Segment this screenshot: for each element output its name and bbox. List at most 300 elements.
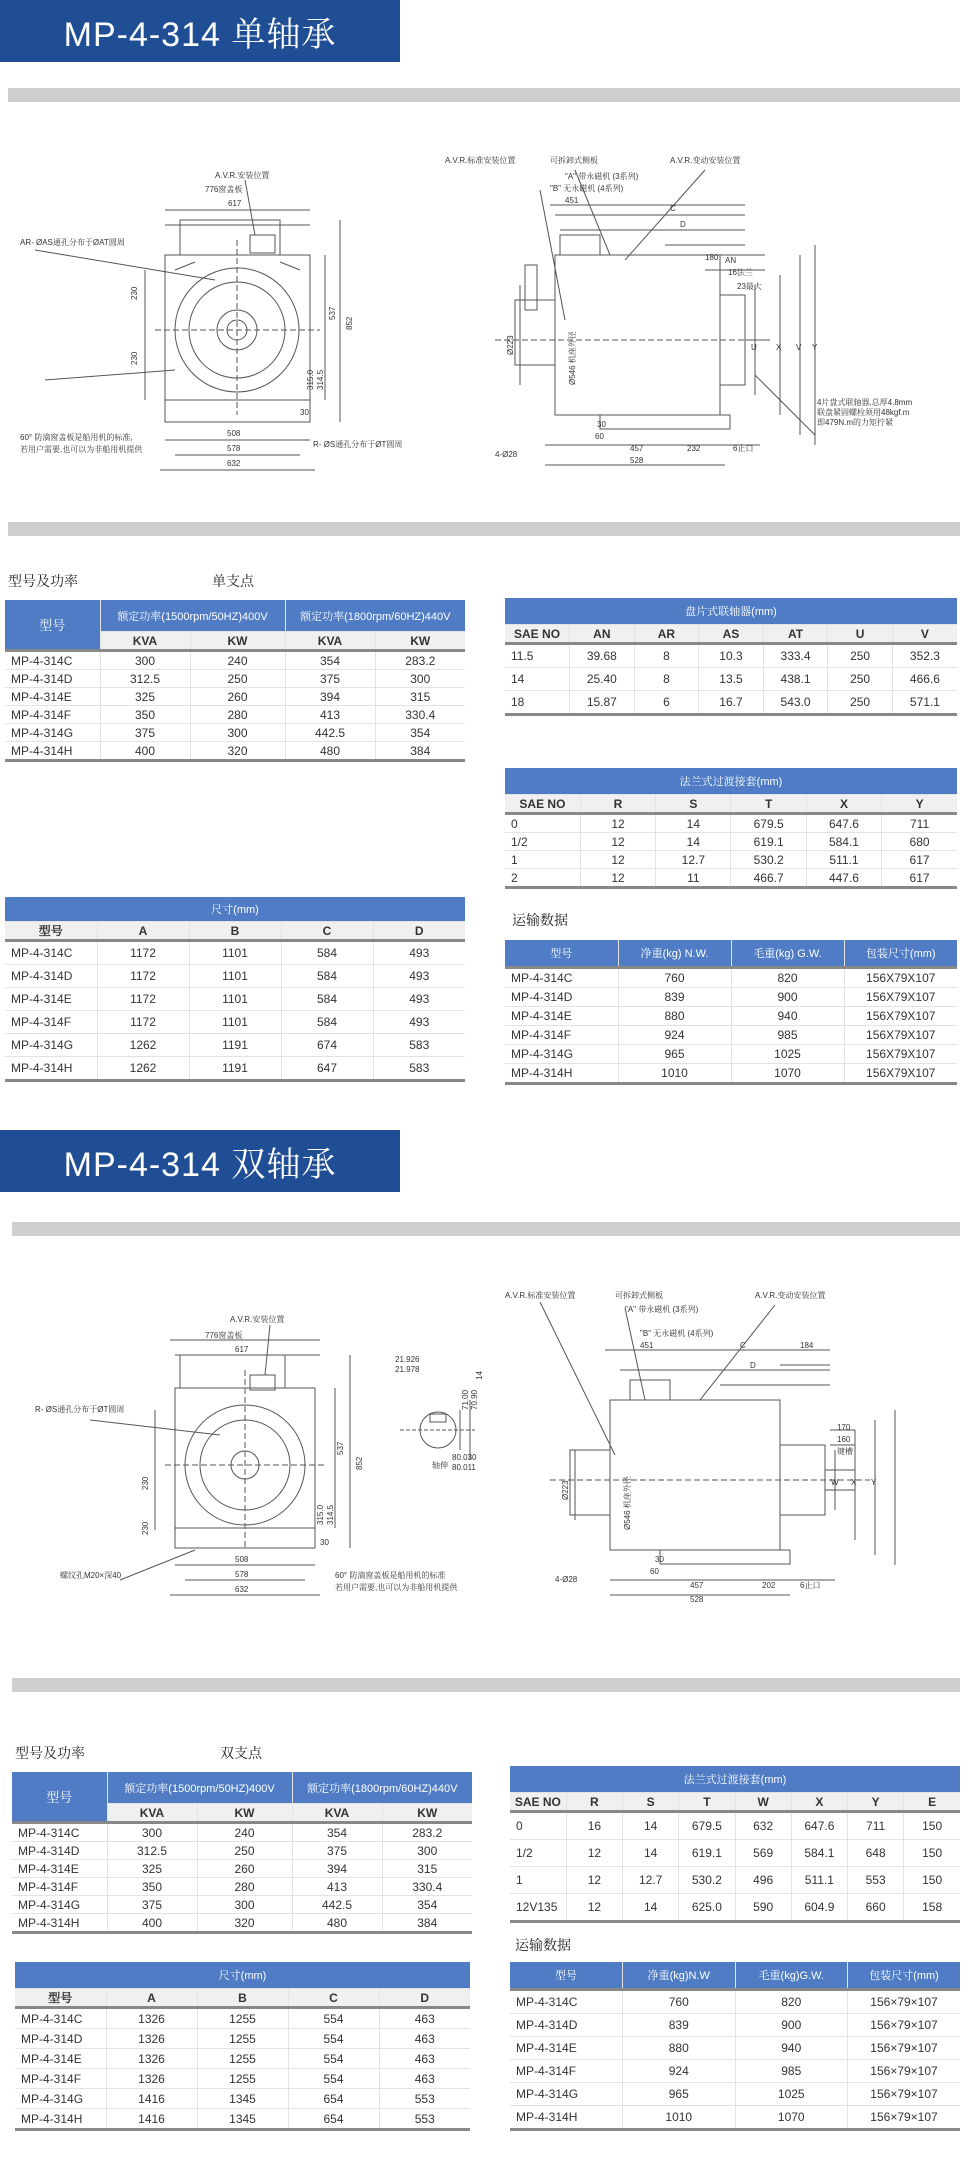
column-header: S: [656, 795, 731, 814]
table-cell: 375: [107, 1896, 197, 1914]
table-cell: 820: [735, 1990, 848, 2014]
unit: KVA: [107, 1804, 197, 1823]
table-cell: 553: [379, 2109, 470, 2130]
column-header: B: [189, 922, 281, 941]
table-cell: 352.3: [892, 644, 957, 668]
transport-table-single: [505, 940, 957, 1085]
side-view-drawing-double: [500, 1280, 950, 1620]
table-row: [505, 691, 957, 715]
table-cell: 447.6: [806, 869, 881, 888]
table-title: 盘片式联轴器(mm): [505, 598, 957, 625]
table-cell: 250: [197, 1842, 292, 1860]
table-cell: 940: [731, 1007, 844, 1026]
d2-184: 184: [800, 1341, 814, 1350]
table-row: [505, 644, 957, 668]
table-cell: 1326: [106, 2029, 197, 2049]
table-body: [5, 651, 465, 761]
table-cell: MP-4-314F: [5, 1011, 97, 1034]
d1-852: 852: [345, 316, 354, 330]
section1-title: MP-4-314 单轴承: [0, 0, 400, 62]
table-title: 法兰式过渡接套(mm): [505, 768, 957, 795]
table-cell: 1345: [197, 2089, 288, 2109]
table-cell: 1101: [189, 988, 281, 1011]
column-header: 净重(kg)N.W: [623, 1962, 736, 1990]
d1-note60: 60° 防滴窗盖板是船用机的标准,: [20, 433, 133, 442]
d1-632: 632: [227, 459, 241, 468]
d2-230b: 230: [141, 1521, 150, 1535]
table-cell: 554: [288, 2029, 379, 2049]
d2-528: 528: [690, 1595, 704, 1604]
d2-d: D: [750, 1361, 756, 1370]
table-cell: MP-4-314F: [15, 2069, 106, 2089]
table-cell: 1: [510, 1867, 566, 1894]
table-cell: 14: [656, 814, 731, 833]
d2-cover: 776窗盖板: [205, 1331, 243, 1340]
table-cell: 1172: [97, 941, 189, 965]
col-60hz: 额定功率(1800rpm/60HZ)440V: [285, 600, 465, 632]
table-cell: 1010: [618, 1064, 731, 1084]
divider: [8, 88, 960, 102]
table-cell: MP-4-314F: [12, 1878, 107, 1896]
table-cell: 6: [634, 691, 699, 715]
table-cell: 985: [735, 2060, 848, 2083]
table-body: [510, 1990, 960, 2130]
table-body: [505, 644, 957, 715]
table-header-row: [505, 940, 957, 968]
table-cell: 924: [623, 2060, 736, 2083]
table-cell: 11: [656, 869, 731, 888]
table-cell: 1326: [106, 2069, 197, 2089]
d1-30: 30: [300, 408, 309, 417]
table-cell: 1262: [97, 1034, 189, 1057]
table-row: [12, 1860, 472, 1878]
d2-c: C: [740, 1341, 746, 1350]
table-cell: 14: [656, 833, 731, 851]
table-cell: 584.1: [791, 1840, 847, 1867]
table-cell: MP-4-314H: [15, 2109, 106, 2130]
table-cell: MP-4-314G: [12, 1896, 107, 1914]
table-row: [5, 1034, 465, 1057]
table-cell: 463: [379, 2008, 470, 2029]
table-cell: 250: [828, 668, 893, 691]
divider: [12, 1678, 960, 1692]
d2-shaft-key: 轴伸: [432, 1461, 448, 1470]
d1-23: 23最大: [737, 282, 762, 291]
table-cell: 260: [190, 688, 285, 706]
flange-table-double: [510, 1766, 960, 1923]
d2-shaft-a: 21.926: [395, 1355, 420, 1364]
column-header: AS: [699, 625, 764, 644]
table-cell: 394: [292, 1860, 382, 1878]
d2-60: 60: [650, 1567, 659, 1576]
label-transport: 运输数据: [515, 1937, 571, 1953]
table-row: [510, 1812, 960, 1840]
col-50hz: 额定功率(1500rpm/50HZ)400V: [100, 600, 285, 632]
table-body: [15, 2008, 470, 2130]
table-cell: 8: [634, 668, 699, 691]
table-cell: 660: [848, 1894, 904, 1922]
d2-578: 578: [235, 1570, 249, 1579]
d1-avr-alt: A.V.R.变动安装位置: [670, 156, 741, 165]
table-cell: 280: [197, 1878, 292, 1896]
table-cell: 8: [634, 644, 699, 668]
table-cell: 463: [379, 2029, 470, 2049]
column-header: R: [566, 1793, 622, 1812]
table-cell: 463: [379, 2069, 470, 2089]
table-cell: 156×79×107: [848, 2014, 961, 2037]
table-header-row: [5, 922, 465, 941]
table-cell: 156×79×107: [848, 1990, 961, 2014]
table-cell: 1/2: [510, 1840, 566, 1867]
table-cell: 820: [731, 968, 844, 988]
table-cell: 1416: [106, 2089, 197, 2109]
label-support: 单支点: [212, 573, 254, 589]
table-cell: MP-4-314D: [5, 670, 100, 688]
table-cell: MP-4-314G: [15, 2089, 106, 2109]
column-header: Y: [848, 1793, 904, 1812]
table-cell: 647.6: [791, 1812, 847, 1840]
table-cell: 590: [735, 1894, 791, 1922]
table-cell: 1191: [189, 1057, 281, 1081]
column-header: B: [197, 1989, 288, 2008]
table-header-row: [510, 1793, 960, 1812]
table-cell: 156X79X107: [844, 1064, 957, 1084]
table-row: [5, 742, 465, 761]
d2-632: 632: [235, 1585, 249, 1594]
column-header: W: [735, 1793, 791, 1812]
col-model: 型号: [5, 600, 100, 651]
d2-removable: 可拆卸式侧板: [615, 1291, 663, 1300]
table-body: [12, 1823, 472, 1933]
table-cell: 711: [848, 1812, 904, 1840]
unit: KVA: [292, 1804, 382, 1823]
d2-457: 457: [690, 1581, 704, 1590]
table-cell: MP-4-314D: [505, 988, 618, 1007]
table-cell: 283.2: [382, 1823, 472, 1842]
table-row: [505, 988, 957, 1007]
table-cell: MP-4-314C: [12, 1823, 107, 1842]
table-row: [510, 2014, 960, 2037]
table-cell: 250: [828, 644, 893, 668]
table-cell: 493: [373, 965, 465, 988]
divider: [8, 522, 960, 536]
table-row: [5, 724, 465, 742]
table-cell: 583: [373, 1057, 465, 1081]
table-cell: 156X79X107: [844, 988, 957, 1007]
table-row: [505, 833, 957, 851]
table-cell: 604.9: [791, 1894, 847, 1922]
table-cell: 312.5: [100, 670, 190, 688]
column-header: A: [97, 922, 189, 941]
label-support: 双支点: [220, 1745, 262, 1761]
table-row: [5, 965, 465, 988]
d2-202: 202: [762, 1581, 776, 1590]
table-row: [505, 1026, 957, 1045]
table-row: [15, 2029, 470, 2049]
table-cell: 150: [904, 1867, 960, 1894]
column-header: 包装尺寸(mm): [844, 940, 957, 968]
column-header: 型号: [510, 1962, 623, 1990]
d1-u: U: [751, 343, 757, 352]
table-cell: MP-4-314D: [12, 1842, 107, 1860]
table-cell: 1101: [189, 965, 281, 988]
table-body: [5, 941, 465, 1081]
table-cell: 654: [288, 2109, 379, 2130]
table-cell: 1255: [197, 2008, 288, 2029]
flange-table-single: [505, 768, 957, 889]
table-cell: 1326: [106, 2049, 197, 2069]
table-cell: 350: [107, 1878, 197, 1896]
table-row: [12, 1896, 472, 1914]
table-cell: MP-4-314F: [510, 2060, 623, 2083]
power-table-single: [5, 600, 465, 762]
table-cell: 14: [623, 1840, 679, 1867]
table-cell: 15.87: [570, 691, 635, 715]
column-header: R: [580, 795, 655, 814]
table-cell: 584: [281, 988, 373, 1011]
table-cell: 283.2: [375, 651, 465, 670]
table-cell: 900: [735, 2014, 848, 2037]
d2-170: 170: [837, 1423, 851, 1432]
table-cell: MP-4-314H: [12, 1914, 107, 1933]
table-cell: 679.5: [679, 1812, 735, 1840]
table-cell: 333.4: [763, 644, 828, 668]
column-header: AR: [634, 625, 699, 644]
table-cell: 375: [100, 724, 190, 742]
table-cell: 940: [735, 2037, 848, 2060]
table-cell: 156X79X107: [844, 1045, 957, 1064]
table-cell: 250: [190, 670, 285, 688]
table-cell: MP-4-314E: [505, 1007, 618, 1026]
d2-314: 314.5: [326, 1504, 335, 1525]
d2-bolt: 螺纹孔M20×深40: [60, 1571, 122, 1580]
table-cell: 584: [281, 941, 373, 965]
table-cell: 375: [292, 1842, 382, 1860]
table-cell: 18: [505, 691, 570, 715]
table-cell: 300: [107, 1823, 197, 1842]
table-cell: 156×79×107: [848, 2106, 961, 2130]
table-cell: 16: [566, 1812, 622, 1840]
table-cell: 466.7: [731, 869, 806, 888]
table-cell: 156×79×107: [848, 2083, 961, 2106]
d1-578: 578: [227, 444, 241, 453]
unit: KW: [375, 632, 465, 651]
table-cell: 1101: [189, 1011, 281, 1034]
table-cell: MP-4-314H: [510, 2106, 623, 2130]
table-cell: 325: [107, 1860, 197, 1878]
column-header: 型号: [505, 940, 618, 968]
d1-30b: 30: [597, 420, 606, 429]
d2-x: X: [851, 1478, 857, 1487]
d2-546: Ø546 机座外径: [623, 1476, 632, 1530]
d2-avr-alt: A.V.R.变动安装位置: [755, 1291, 826, 1300]
table-cell: MP-4-314F: [5, 706, 100, 724]
table-row: [15, 2089, 470, 2109]
table-cell: 300: [382, 1842, 472, 1860]
dims-table-double: [15, 1962, 470, 2131]
column-header: 型号: [15, 1989, 106, 2008]
d2-315: 315.0: [316, 1504, 325, 1525]
label-transport: 运输数据: [512, 912, 568, 928]
table-cell: 11.5: [505, 644, 570, 668]
table-cell: 240: [197, 1823, 292, 1842]
d2-508: 508: [235, 1555, 249, 1564]
col-model: 型号: [12, 1772, 107, 1823]
table-cell: 413: [285, 706, 375, 724]
table-cell: 511.1: [791, 1867, 847, 1894]
table-cell: 543.0: [763, 691, 828, 715]
table-body: [505, 968, 957, 1084]
table-cell: 496: [735, 1867, 791, 1894]
table-row: [5, 706, 465, 724]
table-cell: 493: [373, 941, 465, 965]
col-50hz: 额定功率(1500rpm/50HZ)400V: [107, 1772, 292, 1804]
power-table-double: [12, 1772, 472, 1934]
table-cell: 1191: [189, 1034, 281, 1057]
d1-sae16: 16法兰: [728, 268, 753, 277]
table-cell: MP-4-314C: [5, 651, 100, 670]
table-row: [15, 2109, 470, 2130]
table-cell: 1172: [97, 965, 189, 988]
table-cell: 394: [285, 688, 375, 706]
d1-223: Ø223: [506, 335, 515, 355]
table-cell: MP-4-314G: [510, 2083, 623, 2106]
table-row: [505, 814, 957, 833]
table-cell: 654: [288, 2089, 379, 2109]
table-cell: 1010: [623, 2106, 736, 2130]
table-cell: 156×79×107: [848, 2060, 961, 2083]
table-row: [505, 1045, 957, 1064]
table-cell: 674: [281, 1034, 373, 1057]
column-header: U: [828, 625, 893, 644]
table-row: [12, 1914, 472, 1933]
d2-key: 键槽: [837, 1447, 853, 1456]
table-cell: MP-4-314H: [5, 742, 100, 761]
table-cell: 320: [197, 1914, 292, 1933]
column-header: X: [806, 795, 881, 814]
table-cell: 384: [382, 1914, 472, 1933]
d2-30b: 30: [655, 1555, 664, 1564]
label-model-power: 型号及功率: [15, 1745, 85, 1761]
table-cell: 442.5: [292, 1896, 382, 1914]
table-cell: 150: [904, 1840, 960, 1867]
d2-451: 451: [640, 1341, 654, 1350]
table-cell: 12.7: [623, 1867, 679, 1894]
table-row: [505, 869, 957, 888]
table-row: [510, 2106, 960, 2130]
table-row: [12, 1842, 472, 1860]
table-cell: 1262: [97, 1057, 189, 1081]
d1-avr-pos: A.V.R.安装位置: [215, 171, 270, 180]
table-cell: 10.3: [699, 644, 764, 668]
d1-617: 617: [228, 199, 242, 208]
table-header-row: [510, 1962, 960, 1990]
column-header: S: [623, 1793, 679, 1812]
table-cell: MP-4-314E: [12, 1860, 107, 1878]
table-row: [5, 988, 465, 1011]
d1-v: V: [796, 343, 802, 352]
table-cell: MP-4-314G: [505, 1045, 618, 1064]
table-cell: 680: [882, 833, 957, 851]
table-cell: 400: [107, 1914, 197, 1933]
d2-30: 30: [320, 1538, 329, 1547]
coupling-table-single: [505, 598, 957, 716]
table-cell: 553: [848, 1867, 904, 1894]
table-cell: 880: [623, 2037, 736, 2060]
table-row: [510, 2060, 960, 2083]
d2-note60: 60° 防滴窗盖板是船用机的标准: [335, 1571, 446, 1580]
table-row: [505, 668, 957, 691]
d1-note4: 4片盘式联轴器,总厚4.8mm: [817, 398, 913, 407]
table-cell: 330.4: [375, 706, 465, 724]
column-header: AT: [763, 625, 828, 644]
table-cell: 985: [731, 1026, 844, 1045]
d1-r-holes: R- ØS通孔分布于ØT圆周: [313, 440, 403, 449]
table-row: [12, 1823, 472, 1842]
table-cell: MP-4-314E: [510, 2037, 623, 2060]
d1-y: Y: [812, 343, 818, 352]
table-cell: 493: [373, 988, 465, 1011]
table-cell: 300: [197, 1896, 292, 1914]
table-cell: 300: [190, 724, 285, 742]
table-row: [5, 688, 465, 706]
column-header: SAE NO: [510, 1793, 566, 1812]
table-cell: 1255: [197, 2029, 288, 2049]
d2-shaft-f: 80.030: [452, 1453, 477, 1462]
table-cell: 12: [580, 833, 655, 851]
column-header: E: [904, 1793, 960, 1812]
table-cell: 619.1: [731, 833, 806, 851]
column-header: SAE NO: [505, 795, 580, 814]
d2-852: 852: [355, 1456, 364, 1470]
d1-232: 232: [687, 444, 701, 453]
d1-546: Ø546 机座外径: [568, 331, 577, 385]
label-model-power: 型号及功率: [8, 573, 78, 589]
table-row: [5, 1011, 465, 1034]
table-cell: MP-4-314C: [15, 2008, 106, 2029]
table-cell: MP-4-314H: [505, 1064, 618, 1084]
table-cell: 25.40: [570, 668, 635, 691]
table-cell: 1/2: [505, 833, 580, 851]
table-cell: 1: [505, 851, 580, 869]
table-cell: MP-4-314H: [5, 1057, 97, 1081]
table-cell: 12: [580, 851, 655, 869]
d2-shaft-e: 70.90: [470, 1389, 479, 1410]
d1-cover: 776窗盖板: [205, 185, 243, 194]
table-cell: 350: [100, 706, 190, 724]
table-cell: 375: [285, 670, 375, 688]
table-cell: 617: [882, 869, 957, 888]
d2-230a: 230: [141, 1476, 150, 1490]
d2-160: 160: [837, 1435, 851, 1444]
table-cell: 584: [281, 965, 373, 988]
table-row: [510, 1840, 960, 1867]
table-cell: MP-4-314D: [5, 965, 97, 988]
table-cell: 493: [373, 1011, 465, 1034]
table-cell: 760: [623, 1990, 736, 2014]
table-cell: 315: [382, 1860, 472, 1878]
table-cell: 300: [100, 651, 190, 670]
table-cell: 12: [566, 1894, 622, 1922]
table-row: [5, 670, 465, 688]
table-cell: 1101: [189, 941, 281, 965]
d1-holes4: 4-Ø28: [495, 450, 518, 459]
column-header: T: [731, 795, 806, 814]
table-cell: 280: [190, 706, 285, 724]
table-cell: 300: [375, 670, 465, 688]
table-cell: 1172: [97, 1011, 189, 1034]
table-cell: 619.1: [679, 1840, 735, 1867]
